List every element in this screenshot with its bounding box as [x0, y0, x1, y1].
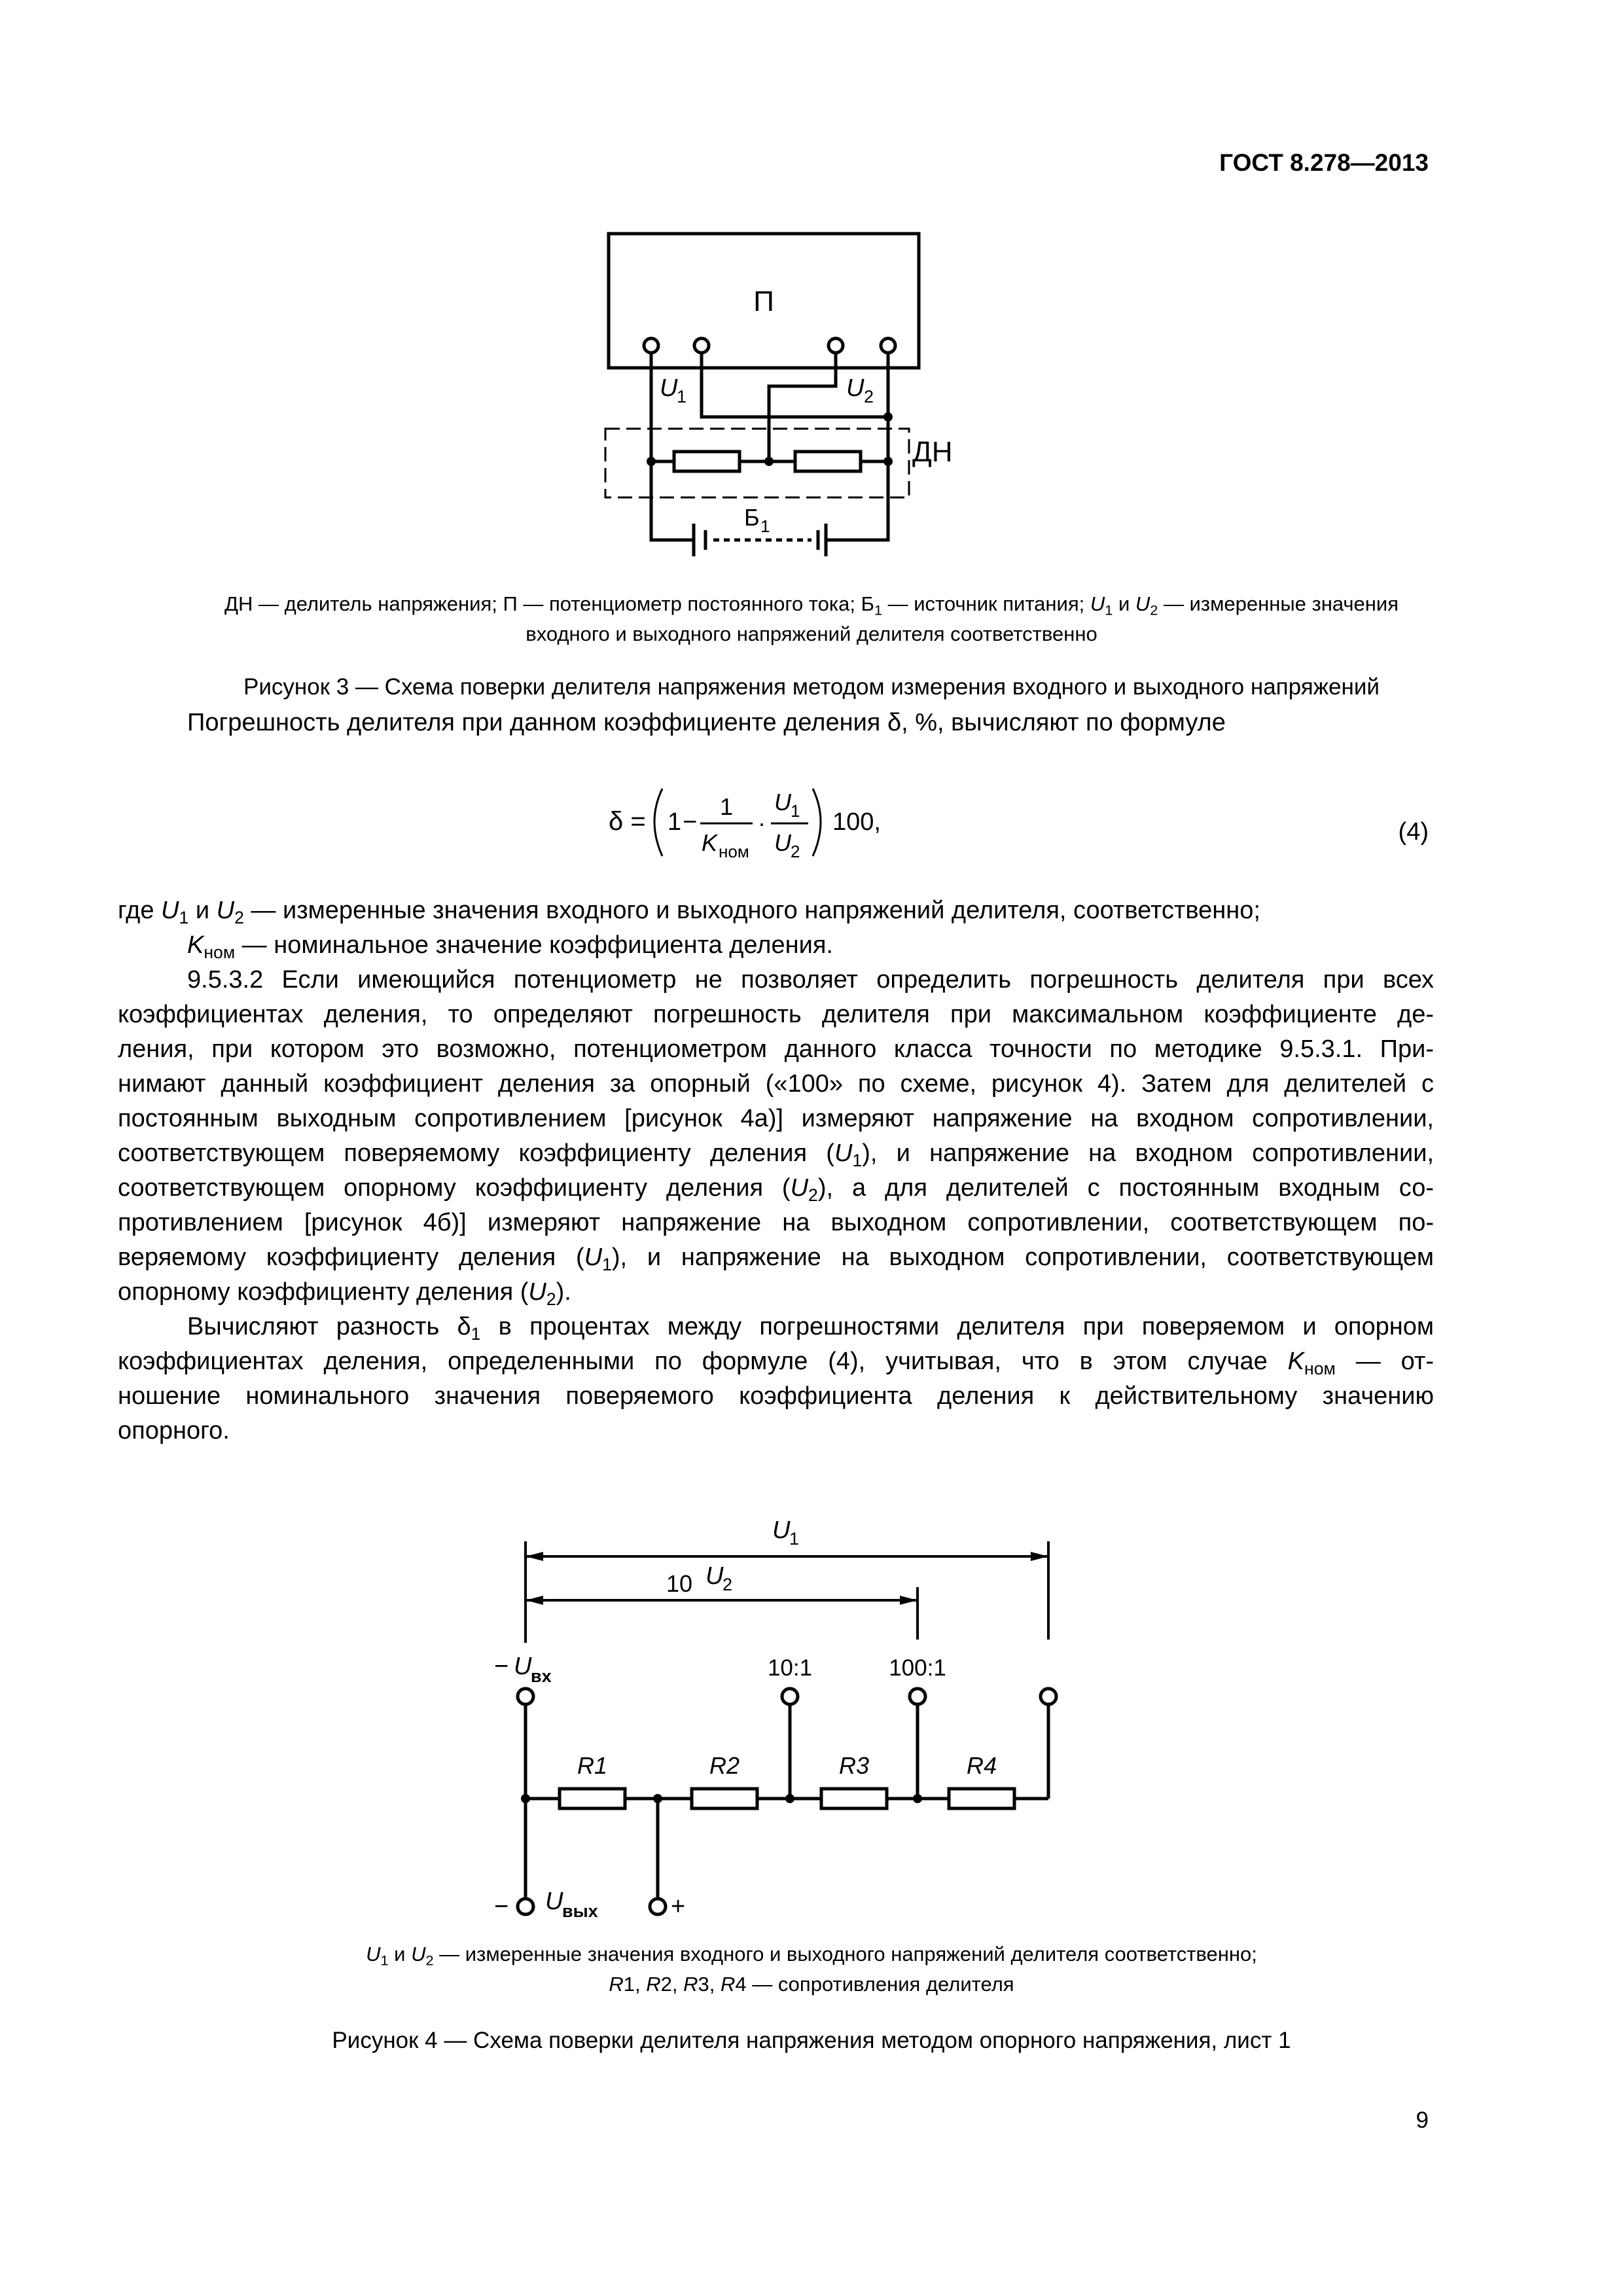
label-r3: R3	[838, 1752, 870, 1779]
label-u2-sub: 2	[722, 1575, 733, 1594]
terminal-circle	[644, 338, 658, 353]
divider-resistor-1	[674, 452, 740, 471]
resistor-r2	[692, 1789, 757, 1808]
resistor-r3	[821, 1789, 887, 1808]
terminal-circle	[694, 338, 709, 353]
output-minus-terminal	[518, 1899, 533, 1914]
terminal-circle	[881, 338, 895, 353]
svg-text:2: 2	[791, 842, 800, 861]
svg-text:100,: 100,	[832, 808, 881, 836]
label-r2: R2	[709, 1752, 740, 1779]
formula-number: (4)	[1398, 818, 1429, 846]
label-minus-out: −	[494, 1893, 509, 1920]
svg-text:1: 1	[791, 801, 800, 821]
label-uout: U	[545, 1888, 563, 1915]
svg-text:1: 1	[668, 808, 682, 836]
figure3-title: Рисунок 3 — Схема поверки делителя напряжения методом измерения входного и выходного напряжений	[243, 674, 1380, 700]
label-uin: U	[514, 1653, 532, 1680]
junction-dot	[785, 1794, 794, 1803]
tap-100-terminal	[910, 1689, 925, 1704]
junction-dot	[913, 1794, 922, 1803]
label-u2: U	[846, 374, 865, 402]
paragraph-formula-intro: Погрешность делителя при данном коэффициенте деления δ, %, вычисляют по формуле	[187, 709, 1226, 736]
label-u2: U	[705, 1562, 724, 1590]
svg-text:K: K	[702, 829, 718, 856]
battery-label: Б	[744, 504, 760, 531]
battery-label-sub: 1	[760, 516, 770, 536]
svg-text:U: U	[774, 829, 791, 856]
tap-10-terminal	[782, 1689, 798, 1704]
svg-text:1: 1	[719, 793, 734, 820]
figure4-diagram	[0, 1492, 1623, 1937]
junction-dot	[764, 457, 774, 466]
resistor-r4	[949, 1789, 1014, 1808]
document-id: ГОСТ 8.278—2013	[1219, 149, 1429, 176]
label-r1: R1	[577, 1752, 608, 1779]
figure3-caption: ДН — делитель напряжения; П — потенциометр постоянного тока; $Б_1$ — источник питания; $U_1$ и $U_2$ — измеренные значения входного и выходного напряжений делителя соответственно	[224, 592, 1399, 645]
resistor-r1	[560, 1789, 625, 1808]
input-terminal	[518, 1689, 533, 1704]
formula-4	[589, 772, 929, 870]
terminal-circle	[829, 338, 843, 353]
where-line-2: $K_{ном}$ — номинальное значение коэффициента деления.	[187, 931, 833, 962]
label-u1: U	[660, 374, 678, 402]
label-u1: U	[772, 1516, 791, 1544]
figure3-diagram	[0, 0, 1623, 576]
label-tap2: 100:1	[889, 1655, 946, 1681]
divider-resistor-2	[795, 452, 861, 471]
figure4-title: Рисунок 4 — Схема поверки делителя напряжения методом опорного напряжения, лист 1	[332, 2028, 1291, 2053]
label-ten: 10	[666, 1570, 693, 1597]
junction-dot	[647, 457, 656, 466]
output-plus-terminal	[650, 1899, 666, 1914]
label-r4: R4	[966, 1752, 997, 1779]
svg-text:·: ·	[758, 810, 766, 836]
junction-dot	[883, 412, 893, 422]
label-plus: +	[671, 1893, 686, 1920]
paragraph-9-5-3-2: 9.5.3.2 Если имеющийся потенциометр не позволяет определить погрешность делителя при всех коэффициентах деления, то определяют погрешность делителя при максимальном коэффициенте де- ления, при котором это возможно, потенциометром данного класса точности по методике 9.5.3.1. При- нимают данный коэффициент деления за опорный («100» по схеме, рисунок 4). Затем для делителей с постоянным выходным сопротивлением [рисунок 4а)] измеряют напряжение на входном сопротивлении, соответствующем поверяемому коэффициенту деления $(U_1)$, и напряжение на входном сопротивлении, соответствующем опорному коэффициенту деления $(U_2)$, а для делителей с постоянным входным со- противлением [рисунок 4б)] измеряют напряжение на выходном сопротивлении, соответствующем по- веряемому коэффициенту деления $(U_1)$, и напряжение на выходном сопротивлении, соответствующем опорному коэффициенту деления $(U_2)$.	[118, 966, 1434, 1309]
svg-text:U: U	[774, 789, 791, 816]
divider-label: ДН	[912, 436, 953, 468]
paragraph-difference: Вычисляют разность $\delta_1$ в процентах между погрешностями делителя при поверяемом и опорном коэффициентах деления, определенными по формуле (4), учитывая, что в этом случае $K_{ном}$ — от- ношение номинального значения поверяемого коэффициента деления к действительному значению опорного.	[118, 1313, 1434, 1444]
figure4-caption: $U_1$ и $U_2$ — измеренные значения входного и выходного напряжений делителя соответственно; R1, R2, R3, R4 — сопротивления делителя	[366, 1943, 1257, 1996]
potentiometer-label: П	[753, 285, 774, 317]
svg-text:ном: ном	[719, 842, 749, 861]
where-line-1: где $U_1$ и $U_2$ — измеренные значения входного и выходного напряжений делителя, соответственно;	[118, 897, 1260, 927]
label-uout-sub: вых	[562, 1901, 598, 1921]
label-u1-sub: 1	[789, 1529, 800, 1549]
label-minus-in: −	[494, 1653, 509, 1680]
svg-text:δ =: δ =	[609, 807, 646, 836]
junction-dot	[521, 1794, 530, 1803]
label-tap1: 10:1	[767, 1655, 813, 1681]
page-number: 9	[1416, 2108, 1429, 2133]
label-uin-sub: вх	[531, 1666, 552, 1686]
junction-dot	[653, 1794, 662, 1803]
label-u2-sub: 2	[864, 387, 874, 406]
end-terminal	[1041, 1689, 1056, 1704]
svg-text:−: −	[683, 808, 698, 836]
junction-dot	[883, 457, 893, 466]
label-u1-sub: 1	[677, 387, 687, 406]
